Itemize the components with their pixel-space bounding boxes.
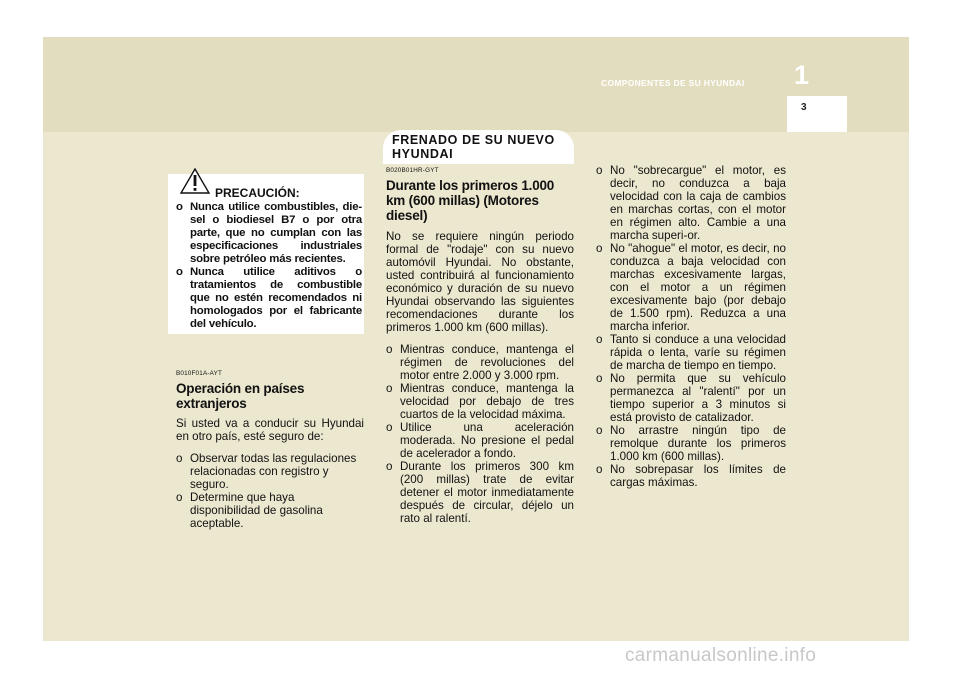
chapter-number: 1 [794,60,810,90]
list-item: o Durante los primeros 300 km (200 millas) trate de evitar detener el motor inmediatamente después de circular, déjelo un rato al ralentí. [386,460,574,525]
list-item: o Mientras conduce, mantenga la velocidad por debajo de tres cuartos de la velocidad máxima. [386,382,574,421]
section-heading: Durante los primeros 1.000 km (600 millas) (Motores diesel) [386,178,555,223]
caution-title: PRECAUCIÓN: [215,186,300,200]
list-item: o Mientras conduce, mantenga el régimen de revoluciones del motor entre 2.000 y 3.000 rpm. [386,343,574,382]
chapter-title: COMPONENTES DE SU HYUNDAI [601,78,745,88]
section-heading: Operación en países extranjeros [176,381,305,411]
page-number: 3 [801,102,807,113]
section-title: FRENADO DE SU NUEVO HYUNDAI [392,133,555,161]
list-item: o No permita que su vehículo permanezca al "ralentí" por un tiempo superior a 3 minutos si está provisto de catalizador. [596,372,786,424]
paragraph: No se requiere ningún periodo formal de "rodaje" con su nuevo automóvil Hyundai. No obstante, usted contribuirá al funcionamiento económico y duración de su nuevo Hyundai observando las siguientes recomendaciones durante los primeros 1.000 km (600 millas). [386,230,574,334]
list-item: o Determine que haya disponibilidad de gasolina aceptable. [176,491,323,530]
list-item: o Nunca utilice aditivos o tratamientos de combustible que no estén recomendados ni homologados por el fabricante del vehículo. [176,266,362,330]
list-item: o No arrastre ningún tipo de remolque durante los primeros 1.000 km (600 millas). [596,424,786,463]
list-item: o No "ahogue" el motor, es decir, no conduzca a baja velocidad con marchas excesivamente largas, con el motor a un régimen excesivamente bajo (por debajo de 1.500 rpm). Reduzca a una marcha inferior. [596,242,786,333]
paragraph: Si usted va a conducir su Hyundai en otro país, esté seguro de: [176,417,364,443]
section-code: B020B01HR-GYT [386,167,439,174]
list-item: o Nunca utilice combustibles, die-sel o biodiesel B7 o por otra parte, que no cumplan con las especificaciones industriales sobre petróleo más recientes. [176,201,362,265]
breakin-right-list [596,164,786,489]
header-band [43,37,909,132]
foreign-section [176,367,364,530]
warning-triangle-icon [180,168,210,194]
watermark-footer: carmanualsonline.info [625,645,817,666]
page-number-tab [787,96,847,132]
list-item: o No sobrepasar los límites de cargas máximas. [596,463,786,489]
list-item: o No "sobrecargue" el motor, es decir, no conduzca a baja velocidad con la caja de cambios en marchas cortas, con el motor en régimen alto. Cambie a una marcha superi-or. [596,164,786,242]
list-item: o Observar todas las regulaciones relacionadas con registro y seguro. [176,452,357,491]
list-item: o Tanto si conduce a una velocidad rápida o lenta, varíe su régimen de marcha de tiempo en tiempo. [596,333,786,372]
breakin-section [386,164,574,525]
caution-list [176,201,362,331]
list-item: o Utilice una aceleración moderada. No presione el pedal de acelerador a fondo. [386,421,574,460]
section-code: B010F01A-AYT [176,370,223,377]
